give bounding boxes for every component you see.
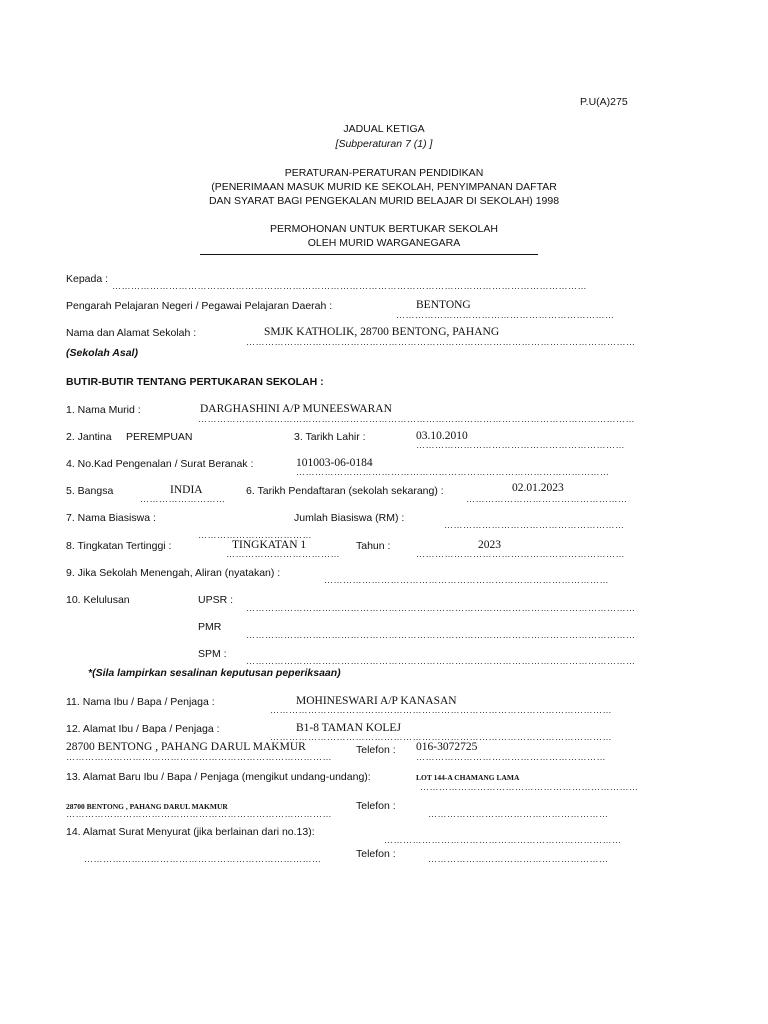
biasiswa-field[interactable]: ……………………………… bbox=[198, 530, 312, 540]
alamat-baru-field-2[interactable]: ………………………………………………………………………… bbox=[66, 809, 332, 819]
tingkatan-value: TINGKATAN 1 bbox=[232, 539, 307, 551]
form-title-2: OLEH MURID WARGANEGARA bbox=[307, 237, 461, 249]
tarikh-lahir-value: 03.10.2010 bbox=[416, 430, 468, 442]
spm-field[interactable]: …………………………………………………………………………………………………………… bbox=[246, 656, 636, 666]
telefon3-label: Telefon : bbox=[356, 848, 396, 860]
ic-label: 4. No.Kad Pengenalan / Surat Beranak : bbox=[66, 458, 254, 470]
pmr-label: PMR bbox=[198, 621, 222, 633]
tahun-value: 2023 bbox=[478, 539, 501, 551]
alamat-baru-value-2: 28700 BENTONG , PAHANG DARUL MAKMUR bbox=[66, 802, 228, 811]
alamat-surat-label: 14. Alamat Surat Menyurat (jika berlainan dari no.13): bbox=[66, 826, 315, 838]
ibubapa-label: 11. Nama Ibu / Bapa / Penjaga : bbox=[66, 696, 215, 708]
alamat-surat-field-2[interactable]: ………………………………………………………………… bbox=[84, 854, 322, 864]
aliran-label: 9. Jika Sekolah Menengah, Aliran (nyatakan) : bbox=[66, 567, 281, 579]
jantina-value: PEREMPUAN bbox=[126, 431, 193, 443]
title-underline bbox=[200, 254, 538, 255]
ibubapa-field[interactable]: ……………………………………………………………………………………………… bbox=[270, 705, 612, 715]
jantina-label: 2. Jantina bbox=[66, 431, 112, 443]
reference-code: P.U(A)275 bbox=[580, 96, 628, 108]
telefon3-field[interactable]: ………………………………………………… bbox=[428, 854, 609, 864]
tahun-label: Tahun : bbox=[356, 540, 391, 552]
ibubapa-value: MOHINESWARI A/P KANASAN bbox=[296, 695, 457, 707]
sekolah-asal-note: (Sekolah Asal) bbox=[66, 347, 138, 359]
alamat-value-1: B1-8 TAMAN KOLEJ bbox=[296, 722, 401, 734]
upsr-label: UPSR : bbox=[198, 594, 234, 606]
spm-label: SPM : bbox=[198, 648, 227, 660]
tarikh-daftar-label: 6. Tarikh Pendaftaran (sekolah sekarang) : bbox=[246, 485, 444, 497]
sekolah-label: Nama dan Alamat Sekolah : bbox=[66, 327, 197, 339]
alamat-field-1[interactable]: ……………………………………………………………………………………………… bbox=[270, 732, 612, 742]
nama-murid-label: 1. Nama Murid : bbox=[66, 404, 141, 416]
biasiswa-label: 7. Nama Biasiswa : bbox=[66, 512, 156, 524]
kelulusan-label: 10. Kelulusan bbox=[66, 594, 130, 606]
alamat-value-2: 28700 BENTONG , PAHANG DARUL MAKMUR bbox=[66, 741, 306, 753]
alamat-label: 12. Alamat Ibu / Bapa / Penjaga : bbox=[66, 723, 220, 735]
jumlah-biasiswa-field[interactable]: ………………………………………………… bbox=[444, 520, 625, 530]
telefon2-label: Telefon : bbox=[356, 800, 396, 812]
schedule-title: JADUAL KETIGA bbox=[343, 123, 425, 135]
alamat-baru-label: 13. Alamat Baru Ibu / Bapa / Penjaga (mengikut undang-undang): bbox=[66, 771, 371, 783]
form-title-1: PERMOHONAN UNTUK BERTUKAR SEKOLAH bbox=[270, 223, 498, 235]
alamat-baru-field-1[interactable]: …………………………………………………………… bbox=[420, 782, 639, 792]
alamat-baru-value-1: LOT 144-A CHAMANG LAMA bbox=[416, 773, 520, 782]
bangsa-label: 5. Bangsa bbox=[66, 485, 114, 497]
subregulation: [Subperaturan 7 (1) ] bbox=[335, 138, 433, 150]
alamat-surat-field-1[interactable]: ………………………………………………………………… bbox=[384, 835, 622, 845]
tarikh-lahir-field[interactable]: ………………………………………………………… bbox=[416, 440, 625, 450]
tarikh-lahir-label: 3. Tarikh Lahir : bbox=[294, 431, 366, 443]
telefon2-field[interactable]: ………………………………………………… bbox=[428, 809, 609, 819]
ic-field[interactable]: ……………………………………………………………………………………… bbox=[296, 467, 610, 477]
regulation-line-3: DAN SYARAT BAGI PENGEKALAN MURID BELAJAR DI SEKOLAH) 1998 bbox=[208, 195, 560, 207]
regulation-line-1: PERATURAN-PERATURAN PENDIDIKAN bbox=[284, 167, 484, 179]
kepada-label: Kepada : bbox=[66, 273, 109, 285]
pengarah-field[interactable]: …………………………………………………………… bbox=[396, 310, 615, 320]
tahun-field[interactable]: ………………………………………………………… bbox=[416, 549, 625, 559]
telefon-field[interactable]: …………………………………………………… bbox=[416, 752, 606, 762]
upsr-field[interactable]: …………………………………………………………………………………………………………… bbox=[246, 603, 636, 613]
tarikh-daftar-field[interactable]: …………………………………………… bbox=[466, 494, 628, 504]
pengarah-value: BENTONG bbox=[416, 299, 471, 311]
pengarah-label: Pengarah Pelajaran Negeri / Pegawai Pelajaran Daerah : bbox=[66, 300, 333, 312]
kepada-field[interactable]: …………………………………………………………………………………………………………………………………… bbox=[112, 281, 587, 291]
tingkatan-label: 8. Tingkatan Tertinggi : bbox=[66, 540, 172, 552]
telefon-label: Telefon : bbox=[356, 744, 396, 756]
ic-value: 101003-06-0184 bbox=[296, 457, 373, 469]
pmr-field[interactable]: …………………………………………………………………………………………………………… bbox=[246, 630, 636, 640]
alamat-field-2[interactable]: ………………………………………………………………………… bbox=[66, 752, 332, 762]
sekolah-field[interactable]: …………………………………………………………………………………………………………… bbox=[246, 337, 636, 347]
nama-murid-field[interactable]: ………………………………………………………………………………………………………………………… bbox=[198, 414, 635, 424]
lampiran-note: *(Sila lampirkan sesalinan keputusan peperiksaan) bbox=[88, 667, 341, 679]
sekolah-value: SMJK KATHOLIK, 28700 BENTONG, PAHANG bbox=[264, 326, 500, 338]
tingkatan-field[interactable]: ……………………………… bbox=[226, 549, 340, 559]
bangsa-value: INDIA bbox=[170, 484, 203, 496]
bangsa-field[interactable]: ……………………… bbox=[140, 494, 226, 504]
section-heading: BUTIR-BUTIR TENTANG PERTUKARAN SEKOLAH : bbox=[66, 376, 324, 388]
regulation-line-2: (PENERIMAAN MASUK MURID KE SEKOLAH, PENYIMPANAN DAFTAR bbox=[211, 181, 557, 193]
tarikh-daftar-value: 02.01.2023 bbox=[512, 482, 564, 494]
jumlah-biasiswa-label: Jumlah Biasiswa (RM) : bbox=[294, 512, 405, 524]
telefon-value: 016-3072725 bbox=[416, 741, 478, 753]
nama-murid-value: DARGHASHINI A/P MUNEESWARAN bbox=[200, 403, 392, 415]
aliran-field[interactable]: ……………………………………………………………………………… bbox=[324, 575, 609, 585]
